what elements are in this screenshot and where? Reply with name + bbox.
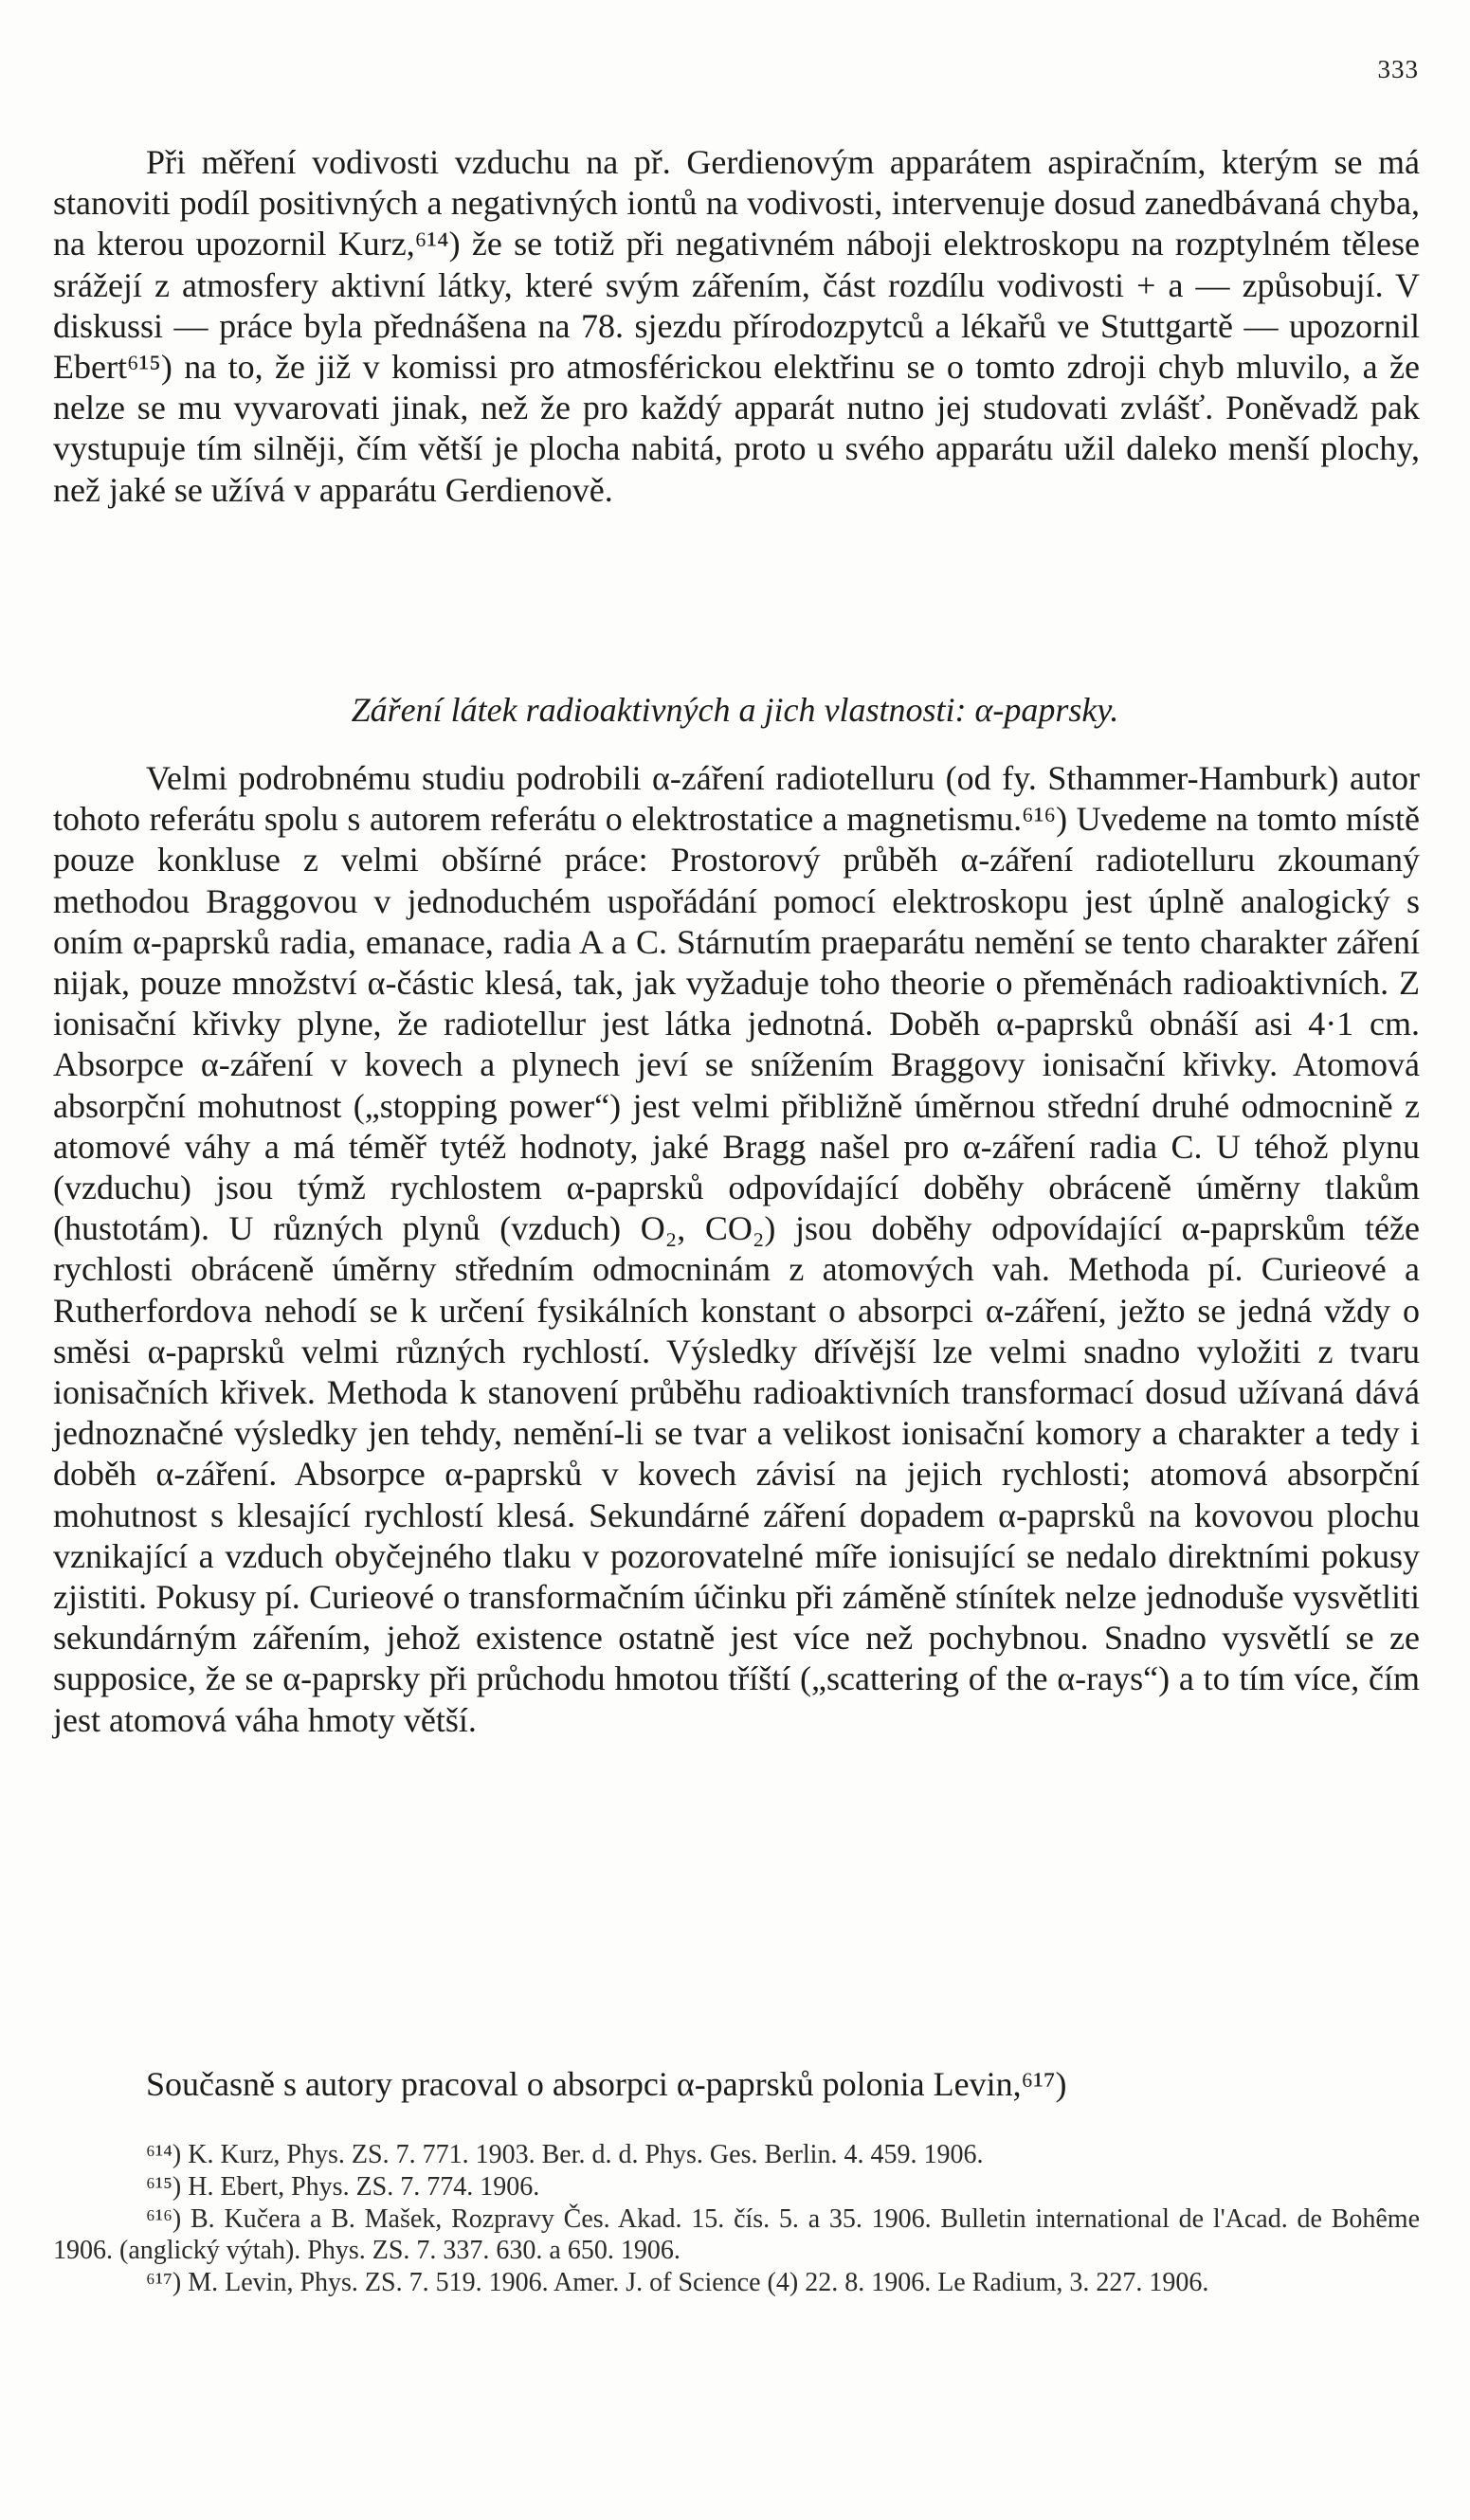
paragraph-radiotellurium-study: Velmi podrobnému studiu podrobili α-záření radiotelluru (od fy. Sthammer-Hamburk) autor tohoto referátu spolu s autorem referátu o elektrostatice a magnetismu.⁶¹⁶) Uvedeme na tomto místě pouze konkluse z velmi obšírné práce: Prostorový průběh α-záření radiotelluru zkoumaný methodou Braggovou v jednoduchém uspořádání pomocí elektroskopu jest úplně analogický s oním α-paprsků radia, emanace, radia A a C. Stárnutím praeparátu nemění se tento charakter záření nijak, pouze množství α-částic klesá, tak, jak vyžaduje toho theorie o přeměnách radioaktivních. Z ionisační křivky plyne, že radiotellur jest látka jednotná. Doběh α-paprsků obnáší asi 4·1 cm. Absorpce α-záření v kovech a plynech jeví se snížením Braggovy ionisační křivky. Atomová absorpční mohutnost („stopping power“) jest velmi přibližně úměrnou střední druhé odmocnině z atomové váhy a má téměř tytéž hodnoty, jaké Bragg našel pro α-záření radia C. U téhož plynu (vzduchu) jsou týmž rychlostem α-paprsků odpovídající doběhy obráceně úměrny tlakům (hustotám). U různých plynů (vzduch) O₂, CO₂) jsou doběhy odpovídající α-paprskům téže rychlosti obráceně úměrny středním odmocninám z atomových vah. Methoda pí. Curieové a Rutherfordova nehodí se k určení fysikálních konstant o absorpci α-záření, ježto se jedná vždy o směsi α-paprsků velmi různých rychlostí. Výsledky dřívější lze velmi snadno vyložiti z tvaru ionisačních křivek. Methoda k stanovení průběhu radioaktivních transformací dosud užívaná dává jednoznačné výsledky jen tehdy, nemění-li se tvar a velikost ionisační komory a charakter a tedy i doběh α-záření. Absorpce α-paprsků v kovech závisí na jejich rychlosti; atomová absorpční mohutnost s klesající rychlostí klesá. Sekundárné záření dopadem α-paprsků na kovovou plochu vznikající a vzduch obyčejného tlaku v pozorovatelné míře ionisující se nedalo direktními pokusy zjistiti. Pokusy pí. Curieové o transformačním účinku při záměně stínítek nelze jednoduše vysvětliti sekundárným zářením, jehož existence ostatně jest více než pochybnou. Snadno vysvětlí se ze supposice, že se α-paprsky při průchodu hmotou tříští („scattering of the α-rays“) a to tím více, čím jest atomová váha hmoty větší. [53, 759, 1420, 1739]
footnote-616: ⁶¹⁶) B. Kučera a B. Mašek, Rozpravy Čes. Akad. 15. čís. 5. a 35. 1906. Bulletin international de l'Acad. de Bohême 1906. (anglický výtah). Phys. ZS. 7. 337. 630. a 650. 1906. [53, 2203, 1420, 2266]
paragraph-conductivity-measurement: Při měření vodivosti vzduchu na př. Gerdienovým apparátem aspiračním, kterým se má stanoviti podíl positivných a negativných iontů na vodivosti, intervenuje dosud zanedbávaná chyba, na kterou upozornil Kurz,⁶¹⁴) že se totiž při negativném náboji elektroskopu na rozptylném tělese srážejí z atmosfery aktivní látky, které svým zářením, část rozdílu vodivosti + a — způsobují. V diskussi — práce byla přednášena na 78. sjezdu přírodozpytců a lékařů ve Stuttgartě — upozornil Ebert⁶¹⁵) na to, že již v komissi pro atmosférickou elektřinu se o tomto zdroji chyb mluvilo, a že nelze se mu vyvarovati jinak, než že pro každý apparát nutno jej studovati zvlášť. Poněvadž pak vystupuje tím silněji, čím větší je plocha nabitá, proto u svého apparátu užil daleko menší plochy, než jaké se užívá v apparátu Gerdienově. [53, 143, 1420, 509]
footnotes [53, 2139, 1420, 2299]
footnote-617: ⁶¹⁷) M. Levin, Phys. ZS. 7. 519. 1906. Amer. J. of Science (4) 22. 8. 1906. Le Radium, 3. 227. 1906. [146, 2268, 1209, 2298]
footnote-614: ⁶¹⁴) K. Kurz, Phys. ZS. 7. 771. 1903. Ber. d. d. Phys. Ges. Berlin. 4. 459. 1906. [146, 2140, 984, 2169]
footnote-615: ⁶¹⁵) H. Ebert, Phys. ZS. 7. 774. 1906. [146, 2171, 540, 2202]
page-number: 333 [1377, 55, 1419, 83]
section-heading: Záření látek radioaktivných a jich vlastnosti: α-paprsky. [351, 691, 1119, 729]
paragraph-polonium-absorption: Současně s autory pracoval o absorpci α-paprsků polonia Levin,⁶¹⁷) [146, 2065, 1067, 2103]
